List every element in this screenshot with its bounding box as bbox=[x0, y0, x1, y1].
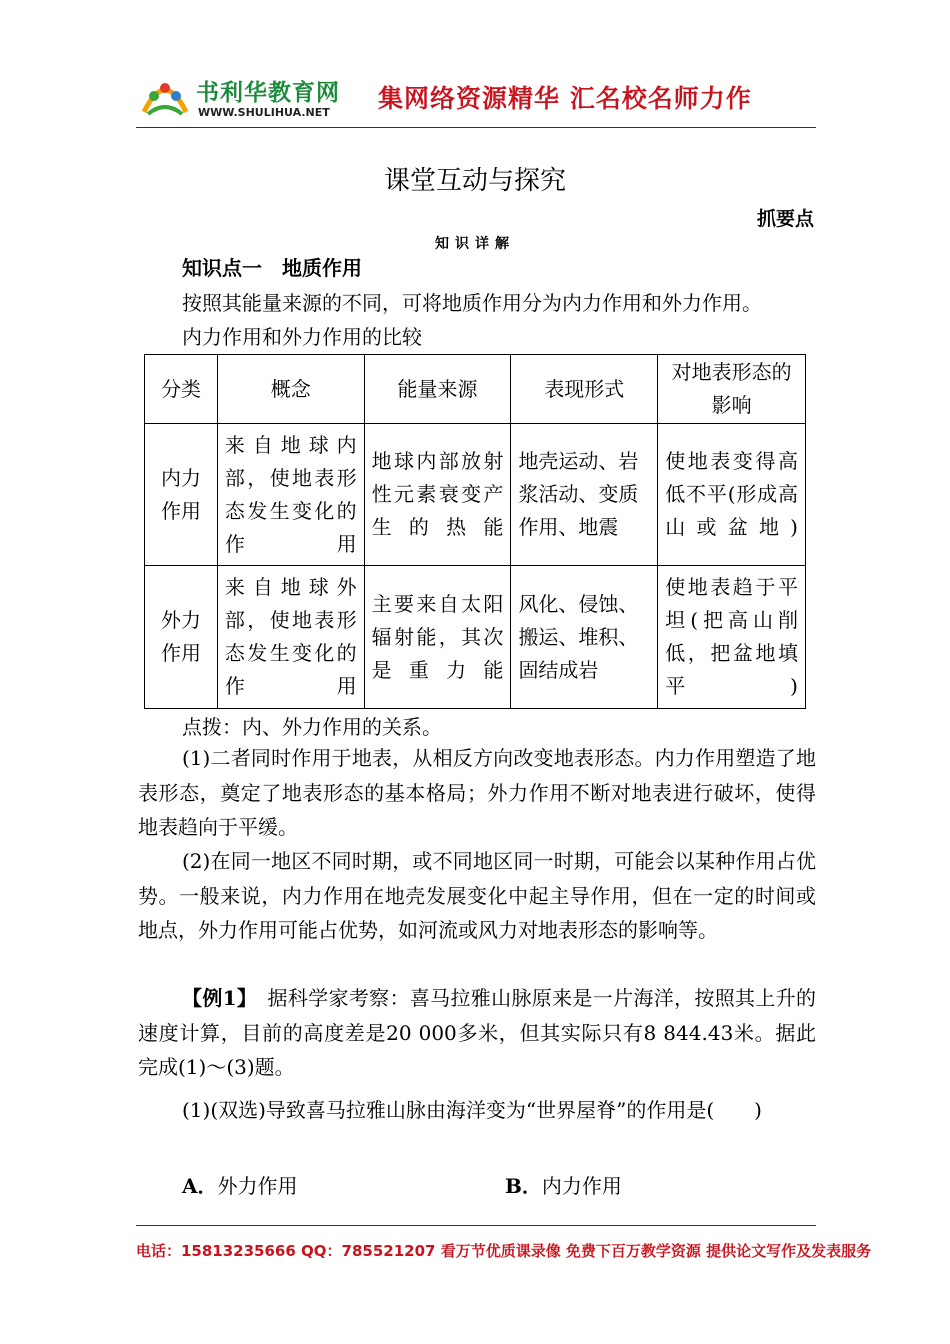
footer-divider bbox=[136, 1225, 816, 1226]
table-header-cell: 表现形式 bbox=[511, 355, 658, 424]
comparison-table bbox=[144, 354, 806, 709]
logo-url: WWW.SHULIHUA.NET bbox=[198, 106, 330, 119]
table-header-cell: 能量来源 bbox=[364, 355, 511, 424]
tip-paragraph: (1)二者同时作用于地表，从相反方向改变地表形态。内力作用塑造了地表形态，奠定了地表形态的基本格局；外力作用不断对地表进行破坏，使得地表趋向于平缓。 bbox=[138, 746, 816, 839]
footer-contact: 电话：15813235666 QQ：785521207 看万节优质课录像 免费下百万教学资源 提供论文写作及发表服务 bbox=[136, 1242, 872, 1260]
logo-icon bbox=[140, 70, 190, 120]
table-header-cell: 概念 bbox=[217, 355, 364, 424]
topic-heading: 知识点一 地质作用 bbox=[182, 256, 362, 280]
option-b[interactable] bbox=[505, 1170, 622, 1199]
table-header-cell: 分类 bbox=[145, 355, 218, 424]
option-letter: B． bbox=[505, 1174, 542, 1198]
header-divider bbox=[136, 127, 816, 128]
category-cell: 内力作用 bbox=[145, 424, 218, 566]
forms-cell: 地壳运动、岩浆活动、变质作用、地震 bbox=[511, 424, 658, 566]
grab-label: 抓要点 bbox=[756, 208, 814, 230]
intro-line: 内力作用和外力作用的比较 bbox=[182, 325, 422, 349]
option-letter: A． bbox=[182, 1174, 218, 1198]
energy-cell: 主要来自太阳辐射能，其次是重力能 bbox=[364, 566, 511, 709]
intro-line: 按照其能量来源的不同，可将地质作用分为内力作用和外力作用。 bbox=[182, 291, 762, 315]
option-a[interactable] bbox=[182, 1170, 298, 1199]
impact-cell: 使地表趋于平坦(把高山削低，把盆地填平) bbox=[658, 566, 806, 709]
tip-paragraph: (2)在同一地区不同时期，或不同地区同一时期，可能会以某种作用占优势。一般来说，内力作用在地壳发展变化中起主导作用，但在一定的时间或地点，外力作用可能占优势，如河流或风力对地表形态的影响等。 bbox=[138, 849, 816, 942]
example-tag: 【例1】 bbox=[182, 986, 248, 1010]
table-row bbox=[145, 424, 806, 566]
page-title: 课堂互动与探究 bbox=[383, 166, 566, 196]
forms-cell: 风化、侵蚀、搬运、堆积、固结成岩 bbox=[511, 566, 658, 709]
table-header-row bbox=[145, 355, 806, 424]
example-text: 据科学家考察：喜马拉雅山脉原来是一片海洋，按照其上升的速度计算，目前的高度差是20 000多米，但其实际只有8 844.43米。据此完成(1)～(3)题。 bbox=[138, 986, 816, 1079]
concept-cell: 来自地球内部，使地表形态发生变化的作用 bbox=[217, 424, 364, 566]
option-text: 内力作用 bbox=[541, 1174, 622, 1198]
energy-cell: 地球内部放射性元素衰变产生的热能 bbox=[364, 424, 511, 566]
example-paragraph bbox=[138, 981, 816, 1085]
table-header-cell: 对地表形态的影响 bbox=[658, 355, 806, 424]
option-text: 外力作用 bbox=[217, 1174, 298, 1198]
impact-cell: 使地表变得高低不平(形成高山或盆地) bbox=[658, 424, 806, 566]
tip-title: 点拨：内、外力作用的关系。 bbox=[182, 715, 442, 739]
concept-cell: 来自地球外部，使地表形态发生变化的作用 bbox=[217, 566, 364, 709]
table-row bbox=[145, 566, 806, 709]
logo-name: 书利华教育网 bbox=[196, 80, 340, 106]
section-label: 知识详解 bbox=[435, 236, 515, 252]
header-slogan: 集网络资源精华 汇名校名师力作 bbox=[378, 84, 752, 113]
category-cell: 外力作用 bbox=[145, 566, 218, 709]
question-text: (1)(双选)导致喜马拉雅山脉由海洋变为“世界屋脊”的作用是( ) bbox=[182, 1098, 762, 1122]
